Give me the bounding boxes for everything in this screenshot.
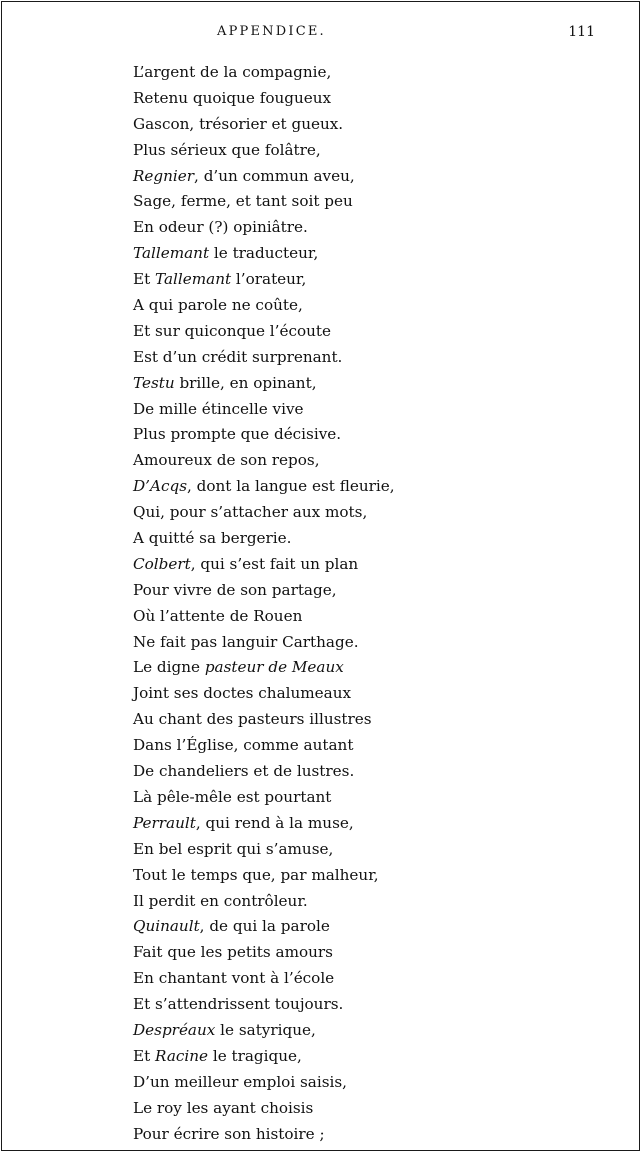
verse-line [133,630,395,656]
verse-text: Retenu quoique fougueux [133,88,332,107]
verse-text: En odeur (?) opiniâtre. [133,218,308,237]
verse-line [133,448,395,474]
verse-text: Il perdit en contrôleur. [133,891,308,910]
verse-text: Où l’attente de Rouen [133,606,303,625]
verse-text: , d’un commun aveu, [194,166,355,185]
verse-name-italic: Tallemant [155,270,232,289]
verse-line [133,837,395,863]
verse-text: Et s’attendrissent toujours. [133,995,344,1014]
verse-line [133,552,395,578]
verse-line [133,1096,395,1122]
verse-line [133,164,395,190]
verse-line [133,86,395,112]
verse-name-italic: D’Acqs [133,477,187,496]
verse-line [133,889,395,915]
verse-text: Et sur quiconque l’écoute [133,321,331,340]
verse-text: De chandeliers et de lustres. [133,762,355,781]
verse-line [133,215,395,241]
running-head [2,24,639,46]
verse-line [133,112,395,138]
verse-text: L’argent de la compagnie, [133,63,332,81]
verse-text: A quitté sa bergerie. [133,529,292,548]
verse-text: De mille étincelle vive [133,399,304,418]
verse-line [133,319,395,345]
verse-text: En bel esprit qui s’amuse, [133,839,334,858]
verse-line [133,526,395,552]
verse-line [133,733,395,759]
verse-text: , dont la langue est fleurie, [187,477,395,496]
verse-line [133,293,395,319]
verse-line [133,397,395,423]
verse-text: Le digne [133,658,205,677]
verse-line [133,914,395,940]
verse-line [133,474,395,500]
verse-line [133,500,395,526]
verse-text: Qui, pour s’attacher aux mots, [133,503,368,522]
poem-verse [133,60,395,1147]
verse-line [133,785,395,811]
verse-line [133,1018,395,1044]
verse-line [133,1070,395,1096]
verse-text: Là pêle-mêle est pourtant [133,787,332,806]
verse-text: Pour vivre de son partage, [133,580,337,599]
verse-text: Joint ses doctes chalumeaux [133,684,352,703]
verse-name-italic: Perrault [133,813,196,832]
verse-line [133,604,395,630]
verse-line [133,345,395,371]
verse-text: En chantant vont à l’école [133,969,335,988]
verse-line [133,707,395,733]
verse-text: Pour écrire son histoire ; [133,1124,325,1143]
verse-line [133,940,395,966]
verse-line [133,992,395,1018]
verse-line [133,966,395,992]
verse-text: Et [133,270,156,289]
verse-text: le satyrique, [215,1020,316,1039]
verse-name-italic: Testu [133,373,175,392]
verse-text: Dans l’Église, comme autant [133,736,354,755]
verse-text: Gascon, trésorier et gueux. [133,114,344,133]
verse-line [133,371,395,397]
verse-text: le traducteur, [209,244,319,263]
page-number: 111 [568,24,595,40]
verse-name-italic: Despréaux [133,1020,216,1039]
verse-text: Fait que les petits amours [133,943,333,962]
verse-line [133,189,395,215]
verse-line [133,241,395,267]
verse-text: D’un meilleur emploi saisis, [133,1072,347,1091]
book-page [1,1,640,1151]
verse-text: Est d’un crédit surprenant. [133,347,343,366]
verse-line [133,60,395,86]
verse-name-italic: Regnier [133,166,195,185]
verse-text: Plus prompte que décisive. [133,425,342,444]
verse-text: , de qui la parole [199,917,330,936]
verse-text: Le roy les ayant choisis [133,1098,314,1117]
verse-text: , qui rend à la muse, [195,813,354,832]
verse-line [133,1044,395,1070]
verse-line [133,681,395,707]
verse-text: brille, en opinant, [174,373,317,392]
verse-name-italic: Tallemant [133,244,210,263]
verse-line [133,1122,395,1148]
verse-line [133,811,395,837]
verse-text: Amoureux de son repos, [133,451,320,470]
verse-name-italic: pasteur de Meaux [204,658,344,677]
verse-line [133,863,395,889]
verse-line [133,138,395,164]
verse-text: , qui s’est fait un plan [190,554,359,573]
verse-text: le tragique, [208,1046,302,1065]
verse-line [133,267,395,293]
verse-text: Sage, ferme, et tant soit peu [133,192,353,211]
verse-line [133,578,395,604]
verse-text: Plus sérieux que folâtre, [133,140,321,159]
verse-text: Ne fait pas languir Carthage. [133,632,359,651]
verse-line [133,655,395,681]
verse-text: A qui parole ne coûte, [133,296,303,315]
verse-text: Au chant des pasteurs illustres [133,710,372,729]
verse-name-italic: Quinault [133,917,200,936]
verse-text: Tout le temps que, par malheur, [133,865,379,884]
verse-text: l’orateur, [231,270,307,289]
verse-text: Et [133,1046,156,1065]
verse-line [133,759,395,785]
verse-line [133,422,395,448]
verse-name-italic: Colbert [133,554,191,573]
running-head-title: APPENDICE. [217,24,326,39]
verse-name-italic: Racine [155,1046,209,1065]
